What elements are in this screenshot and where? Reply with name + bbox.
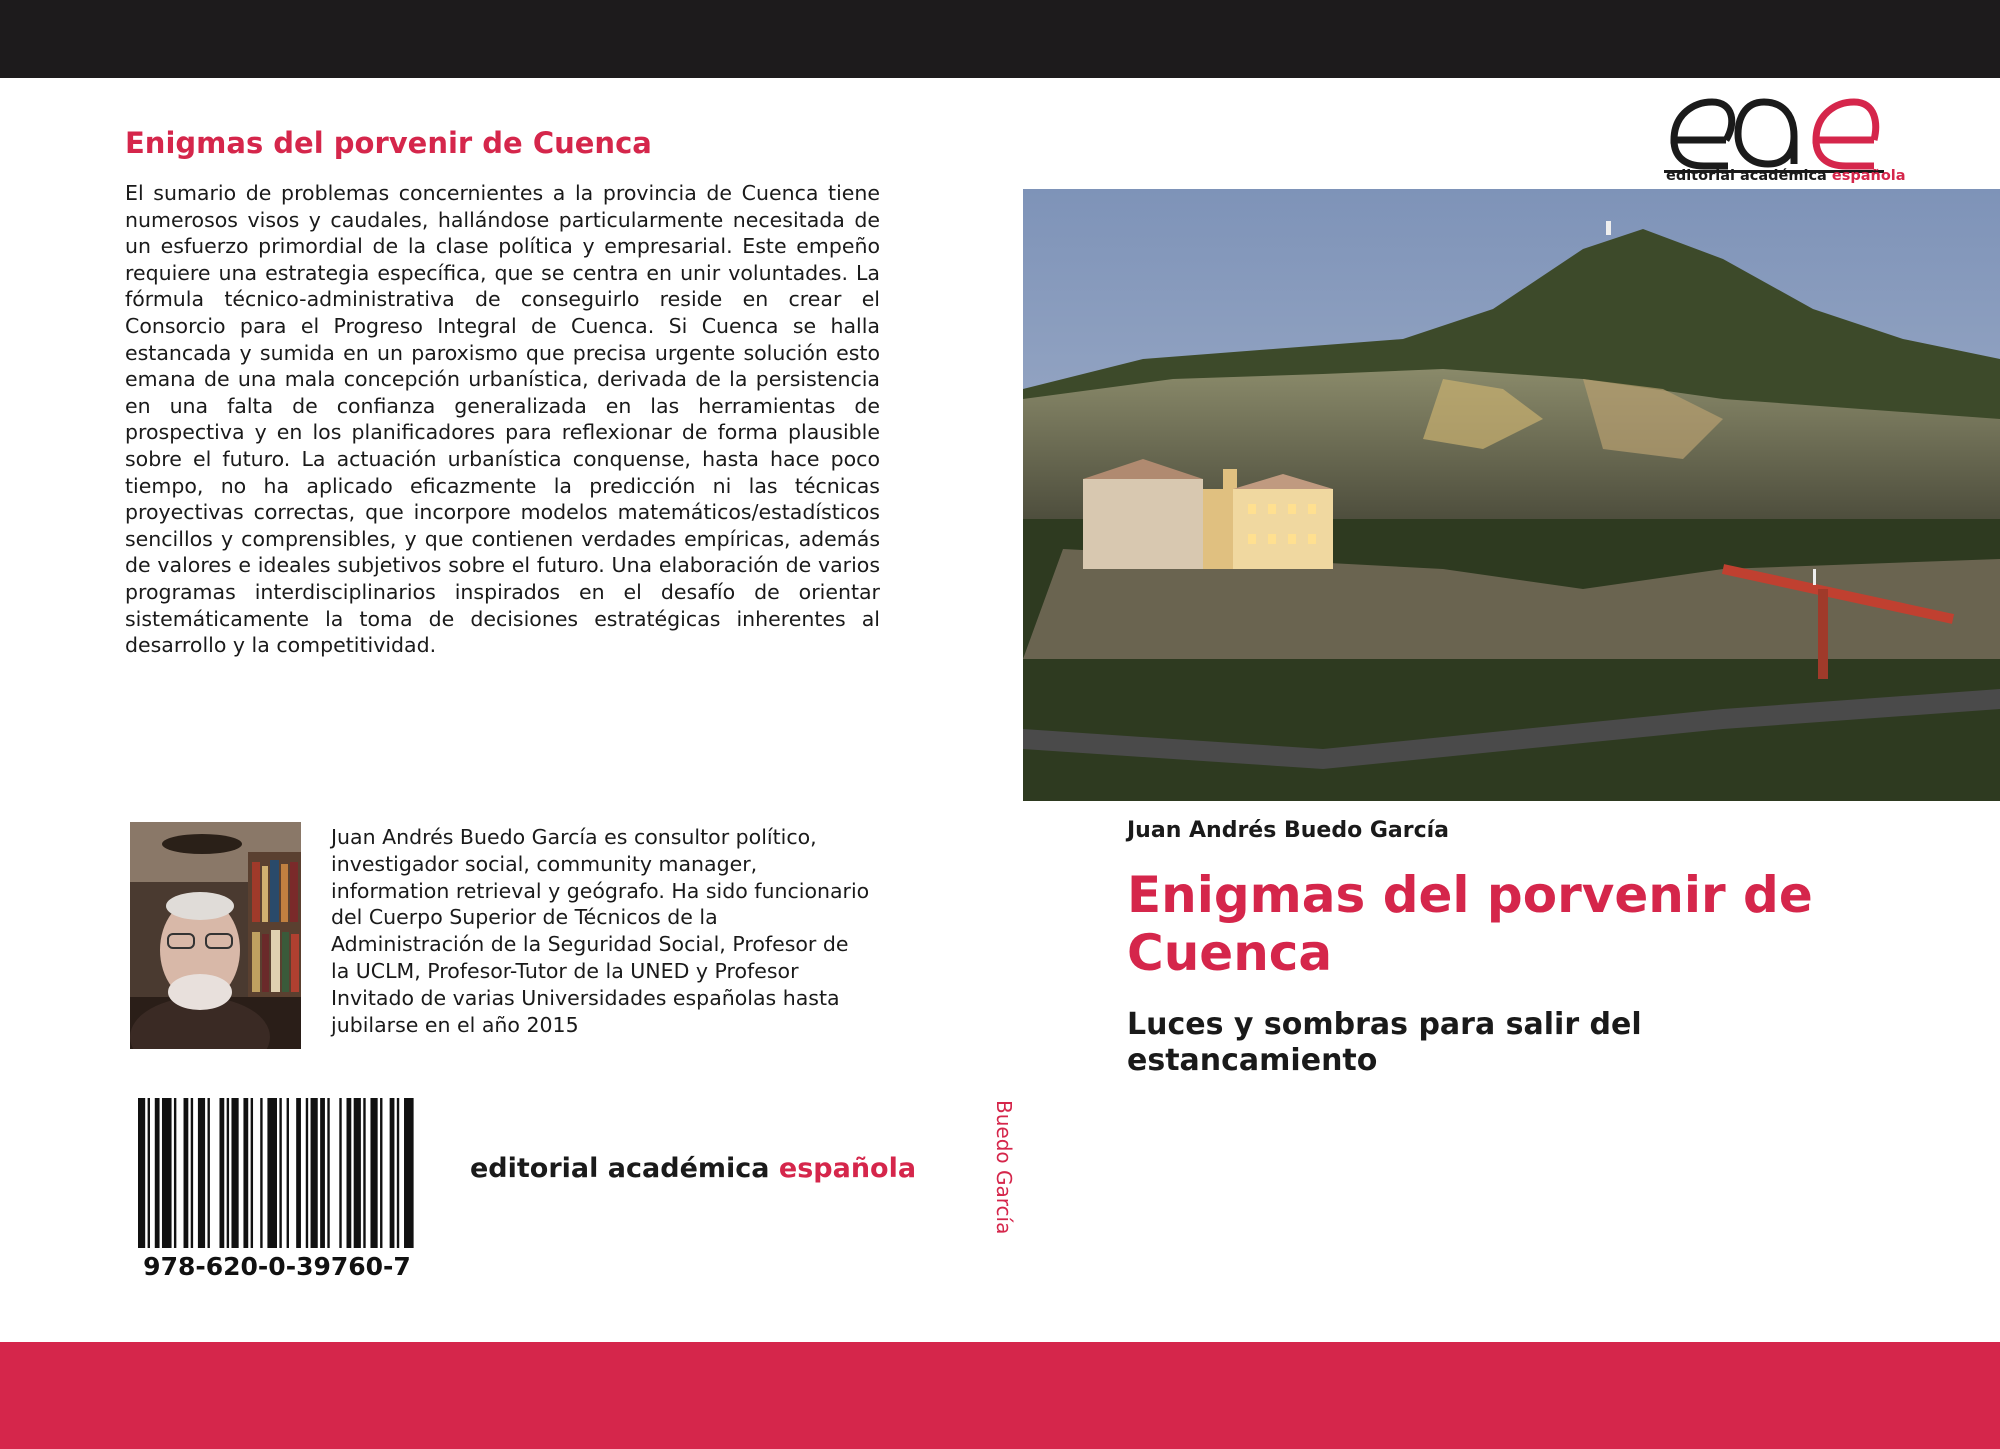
bottom-band [0,1342,2000,1449]
barcode-image [138,1098,416,1248]
publisher-name-accent: española [778,1153,917,1184]
publisher-logo-text [1666,168,1906,184]
cover-photo-cuenca [1023,189,2000,801]
publisher-name-main: editorial académica [470,1153,779,1184]
logo-text-main: editorial académica [1666,168,1832,184]
cuenca-landscape-image [1023,189,2000,801]
author-portrait-image [130,822,301,1049]
spine-author-text: Buedo García [992,1100,1016,1235]
author-biography: Juan Andrés Buedo García es consultor político, investigador social, community manager, information retrieval y geógrafo. Ha sido funcionario del Cuerpo Superior de Técnicos de la Administración de la Seguridad Social, Profesor de la UCLM, Profesor-Tutor de la UNED y Profesor Invitado de varias Universidades españolas hasta jubilarse en el año 2015 [331,825,870,1037]
isbn-number: 978-620-0-39760-7 [143,1252,411,1281]
back-cover-blurb: El sumario de problemas concernientes a la provincia de Cuenca tiene numerosos visos y caudales, hallándose particularmente necesitada de un esfuerzo primordial de la clase política y empresarial. Este empeño requiere una estrategia específica, que se centra en unir voluntades. La fórmula técnico-administrativa de conseguirlo reside en crear el Consorcio para el Progreso Integral de Cuenca. Si Cuenca se halla estancada y sumida en un paroxismo que precisa urgente solución esto emana de una mala concepción urbanística, derivada de la persistencia en una falta de confianza generalizada en las herramientas de prospectiva y en los planificadores para reflexionar de forma plausible sobre el futuro. La actuación urbanística conquense, hasta hace poco tiempo, no ha aplicado eficazmente la predicción ni las técnicas proyectivas correctas, que incorpore modelos matemáticos/estadísticos sencillos y comprensibles, y que contienen verdades empíricas, además de valores e ideales subjetivos sobre el futuro. Una elaboración de varios programas interdisciplinarios inspirados en el desafío de orientar sistemáticamente la toma de decisiones estratégicas inherentes al desarrollo y la competitividad. [125,181,880,658]
back-cover-title: Enigmas del porvenir de Cuenca [125,126,652,160]
spine-author [988,1100,1028,1250]
publisher-name [470,1153,916,1184]
front-cover-subtitle: Luces y sombras para salir del estancamiento [1127,1007,1642,1078]
author-photo [130,822,301,1049]
front-cover-title: Enigmas del porvenir de Cuenca [1127,866,1813,982]
front-cover-author: Juan Andrés Buedo García [1127,818,1450,843]
logo-text-accent: española [1831,168,1906,184]
top-band [0,0,2000,78]
